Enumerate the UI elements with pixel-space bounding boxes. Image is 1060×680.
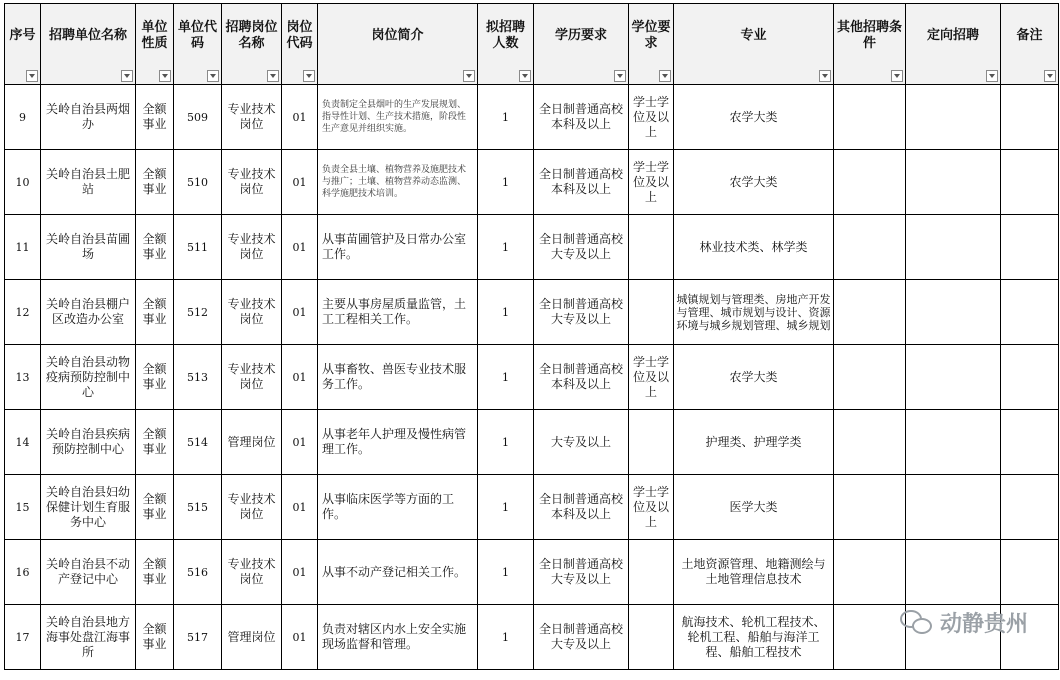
cell-count[interactable]: 1 — [478, 475, 534, 540]
cell-other[interactable] — [834, 150, 906, 215]
cell-degree[interactable]: 学士学位及以上 — [629, 475, 674, 540]
cell-degree[interactable] — [629, 540, 674, 605]
cell-edu[interactable]: 大专及以上 — [534, 410, 629, 475]
cell-major[interactable]: 农学大类 — [674, 345, 834, 410]
filter-dropdown-icon[interactable] — [159, 70, 171, 82]
cell-no[interactable]: 16 — [5, 540, 41, 605]
cell-degree[interactable] — [629, 605, 674, 670]
cell-post[interactable]: 专业技术岗位 — [222, 215, 282, 280]
cell-degree[interactable] — [629, 410, 674, 475]
cell-nature[interactable]: 全额事业 — [136, 605, 174, 670]
cell-post[interactable]: 专业技术岗位 — [222, 345, 282, 410]
recruitment-table — [4, 3, 1059, 670]
cell-no[interactable]: 14 — [5, 410, 41, 475]
cell-remark[interactable] — [1001, 280, 1059, 345]
cell-remark[interactable] — [1001, 540, 1059, 605]
cell-unit-code[interactable]: 511 — [174, 215, 222, 280]
header-cell: 拟招聘人数 — [478, 4, 534, 85]
filter-dropdown-icon[interactable] — [519, 70, 531, 82]
cell-nature[interactable]: 全额事业 — [136, 410, 174, 475]
cell-no[interactable]: 17 — [5, 605, 41, 670]
cell-unit-code[interactable]: 515 — [174, 475, 222, 540]
cell-other[interactable] — [834, 215, 906, 280]
cell-other[interactable] — [834, 345, 906, 410]
cell-no[interactable]: 9 — [5, 85, 41, 150]
cell-post[interactable]: 专业技术岗位 — [222, 150, 282, 215]
cell-other[interactable] — [834, 540, 906, 605]
cell-edu[interactable]: 全日制普通高校大专及以上 — [534, 540, 629, 605]
header-cell: 序号 — [5, 4, 41, 85]
cell-degree[interactable] — [629, 215, 674, 280]
filter-dropdown-icon[interactable] — [207, 70, 219, 82]
filter-dropdown-icon[interactable] — [819, 70, 831, 82]
cell-no[interactable]: 11 — [5, 215, 41, 280]
cell-nature[interactable]: 全额事业 — [136, 280, 174, 345]
cell-edu[interactable]: 全日制普通高校大专及以上 — [534, 215, 629, 280]
cell-no[interactable]: 15 — [5, 475, 41, 540]
cell-no[interactable]: 13 — [5, 345, 41, 410]
filter-dropdown-icon[interactable] — [463, 70, 475, 82]
header-cell: 学历要求 — [534, 4, 629, 85]
cell-degree[interactable]: 学士学位及以上 — [629, 85, 674, 150]
table-row — [5, 475, 1059, 540]
filter-dropdown-icon[interactable] — [891, 70, 903, 82]
cell-post[interactable]: 专业技术岗位 — [222, 540, 282, 605]
cell-count[interactable]: 1 — [478, 280, 534, 345]
cell-unit-code[interactable]: 509 — [174, 85, 222, 150]
cell-directed[interactable] — [906, 280, 1001, 345]
filter-dropdown-icon[interactable] — [659, 70, 671, 82]
cell-desc[interactable]: 从事苗圃管护及日常办公室工作。 — [318, 215, 478, 280]
cell-desc[interactable]: 负责对辖区内水上安全实施现场监督和管理。 — [318, 605, 478, 670]
cell-desc[interactable]: 负责制定全县烟叶的生产发展规划、指导性计划、生产技术措施，阶段性生产意见并组织实施。 — [318, 85, 478, 150]
cell-count[interactable]: 1 — [478, 85, 534, 150]
cell-other[interactable] — [834, 475, 906, 540]
cell-desc[interactable]: 从事畜牧、兽医专业技术服务工作。 — [318, 345, 478, 410]
filter-dropdown-icon[interactable] — [614, 70, 626, 82]
header-cell: 岗位简介 — [318, 4, 478, 85]
header-cell: 专业 — [674, 4, 834, 85]
cell-remark[interactable] — [1001, 410, 1059, 475]
watermark — [900, 607, 1028, 638]
cell-post[interactable]: 管理岗位 — [222, 410, 282, 475]
cell-unit[interactable]: 关岭自治县妇幼保健计划生育服务中心 — [41, 475, 136, 540]
header-cell: 学位要求 — [629, 4, 674, 85]
cell-major[interactable]: 医学大类 — [674, 475, 834, 540]
cell-major[interactable]: 林业技术类、林学类 — [674, 215, 834, 280]
cell-post-code[interactable]: 01 — [282, 345, 318, 410]
cell-post-code[interactable]: 01 — [282, 85, 318, 150]
cell-degree[interactable]: 学士学位及以上 — [629, 345, 674, 410]
cell-nature[interactable]: 全额事业 — [136, 475, 174, 540]
cell-desc[interactable]: 从事不动产登记相关工作。 — [318, 540, 478, 605]
cell-post-code[interactable]: 01 — [282, 410, 318, 475]
cell-unit[interactable]: 关岭自治县疾病预防控制中心 — [41, 410, 136, 475]
cell-unit[interactable]: 关岭自治县苗圃场 — [41, 215, 136, 280]
filter-dropdown-icon[interactable] — [26, 70, 38, 82]
cell-desc[interactable]: 负责全县土壤、植物营养及施肥技术与推广；土壤、植物营养动态监测、科学施肥技术培训。 — [318, 150, 478, 215]
cell-post[interactable]: 专业技术岗位 — [222, 85, 282, 150]
cell-degree[interactable] — [629, 280, 674, 345]
cell-edu[interactable]: 全日制普通高校本科及以上 — [534, 85, 629, 150]
header-cell: 单位代码 — [174, 4, 222, 85]
cell-count[interactable]: 1 — [478, 215, 534, 280]
cell-remark[interactable] — [1001, 150, 1059, 215]
cell-post-code[interactable]: 01 — [282, 540, 318, 605]
cell-directed[interactable] — [906, 215, 1001, 280]
cell-nature[interactable]: 全额事业 — [136, 345, 174, 410]
cell-other[interactable] — [834, 280, 906, 345]
cell-other[interactable] — [834, 85, 906, 150]
cell-post-code[interactable]: 01 — [282, 605, 318, 670]
cell-unit-code[interactable]: 512 — [174, 280, 222, 345]
cell-other[interactable] — [834, 410, 906, 475]
cell-unit-code[interactable]: 517 — [174, 605, 222, 670]
cell-directed[interactable] — [906, 150, 1001, 215]
cell-other[interactable] — [834, 605, 906, 670]
header-cell: 单位性质 — [136, 4, 174, 85]
cell-nature[interactable]: 全额事业 — [136, 215, 174, 280]
cell-major[interactable]: 农学大类 — [674, 150, 834, 215]
cell-post-code[interactable]: 01 — [282, 215, 318, 280]
table-row — [5, 410, 1059, 475]
cell-desc[interactable]: 从事临床医学等方面的工作。 — [318, 475, 478, 540]
cell-major[interactable]: 城镇规划与管理类、房地产开发与管理、城市规划与设计、资源环境与城乡规划管理、城乡规划 — [674, 280, 834, 345]
cell-remark[interactable] — [1001, 345, 1059, 410]
cell-post[interactable]: 专业技术岗位 — [222, 280, 282, 345]
cell-unit-code[interactable]: 510 — [174, 150, 222, 215]
table-row — [5, 85, 1059, 150]
cell-directed[interactable] — [906, 540, 1001, 605]
cell-no[interactable]: 12 — [5, 280, 41, 345]
header-cell: 备注 — [1001, 4, 1059, 85]
cell-unit-code[interactable]: 516 — [174, 540, 222, 605]
cell-directed[interactable] — [906, 345, 1001, 410]
filter-dropdown-icon[interactable] — [121, 70, 133, 82]
filter-dropdown-icon[interactable] — [1044, 70, 1056, 82]
cell-nature[interactable]: 全额事业 — [136, 150, 174, 215]
header-cell: 岗位代码 — [282, 4, 318, 85]
cell-edu[interactable]: 全日制普通高校大专及以上 — [534, 605, 629, 670]
table-row — [5, 345, 1059, 410]
cell-desc[interactable]: 主要从事房屋质量监管，土工工程相关工作。 — [318, 280, 478, 345]
table-row — [5, 150, 1059, 215]
cell-unit-code[interactable]: 513 — [174, 345, 222, 410]
header-cell: 定向招聘 — [906, 4, 1001, 85]
table-row — [5, 540, 1059, 605]
cell-post[interactable]: 管理岗位 — [222, 605, 282, 670]
cell-unit[interactable]: 关岭自治县两烟办 — [41, 85, 136, 150]
header-cell: 其他招聘条件 — [834, 4, 906, 85]
header-cell: 招聘岗位名称 — [222, 4, 282, 85]
cell-unit[interactable]: 关岭自治县动物疫病预防控制中心 — [41, 345, 136, 410]
cell-post-code[interactable]: 01 — [282, 150, 318, 215]
cell-unit[interactable]: 关岭自治县地方海事处盘江海事所 — [41, 605, 136, 670]
cell-count[interactable]: 1 — [478, 605, 534, 670]
cell-directed[interactable] — [906, 410, 1001, 475]
cell-count[interactable]: 1 — [478, 150, 534, 215]
cell-no[interactable]: 10 — [5, 150, 41, 215]
cell-remark[interactable] — [1001, 85, 1059, 150]
cell-desc[interactable]: 从事老年人护理及慢性病管理工作。 — [318, 410, 478, 475]
cell-unit-code[interactable]: 514 — [174, 410, 222, 475]
cell-nature[interactable]: 全额事业 — [136, 540, 174, 605]
cell-unit[interactable]: 关岭自治县土肥站 — [41, 150, 136, 215]
cell-edu[interactable]: 全日制普通高校大专及以上 — [534, 280, 629, 345]
cell-major[interactable]: 农学大类 — [674, 85, 834, 150]
cell-post-code[interactable]: 01 — [282, 280, 318, 345]
table-row — [5, 215, 1059, 280]
cell-major[interactable]: 土地资源管理、地籍测绘与土地管理信息技术 — [674, 540, 834, 605]
filter-dropdown-icon[interactable] — [267, 70, 279, 82]
cell-directed[interactable] — [906, 85, 1001, 150]
cell-remark[interactable] — [1001, 215, 1059, 280]
filter-dropdown-icon[interactable] — [986, 70, 998, 82]
cell-edu[interactable]: 全日制普通高校本科及以上 — [534, 475, 629, 540]
cell-count[interactable]: 1 — [478, 345, 534, 410]
cell-count[interactable]: 1 — [478, 540, 534, 605]
cell-post-code[interactable]: 01 — [282, 475, 318, 540]
cell-count[interactable]: 1 — [478, 410, 534, 475]
cell-edu[interactable]: 全日制普通高校本科及以上 — [534, 345, 629, 410]
table-row — [5, 280, 1059, 345]
cell-major[interactable]: 航海技术、轮机工程技术、轮机工程、船舶与海洋工程、船舶工程技术 — [674, 605, 834, 670]
watermark-text: 动静贵州 — [939, 612, 1028, 637]
cell-remark[interactable] — [1001, 475, 1059, 540]
cell-directed[interactable] — [906, 475, 1001, 540]
cell-unit[interactable]: 关岭自治县棚户区改造办公室 — [41, 280, 136, 345]
cell-unit[interactable]: 关岭自治县不动产登记中心 — [41, 540, 136, 605]
filter-dropdown-icon[interactable] — [303, 70, 315, 82]
cell-major[interactable]: 护理类、护理学类 — [674, 410, 834, 475]
header-row — [5, 4, 1059, 85]
wechat-icon — [900, 610, 934, 636]
cell-post[interactable]: 专业技术岗位 — [222, 475, 282, 540]
cell-edu[interactable]: 全日制普通高校本科及以上 — [534, 150, 629, 215]
cell-degree[interactable]: 学士学位及以上 — [629, 150, 674, 215]
cell-nature[interactable]: 全额事业 — [136, 85, 174, 150]
header-cell: 招聘单位名称 — [41, 4, 136, 85]
